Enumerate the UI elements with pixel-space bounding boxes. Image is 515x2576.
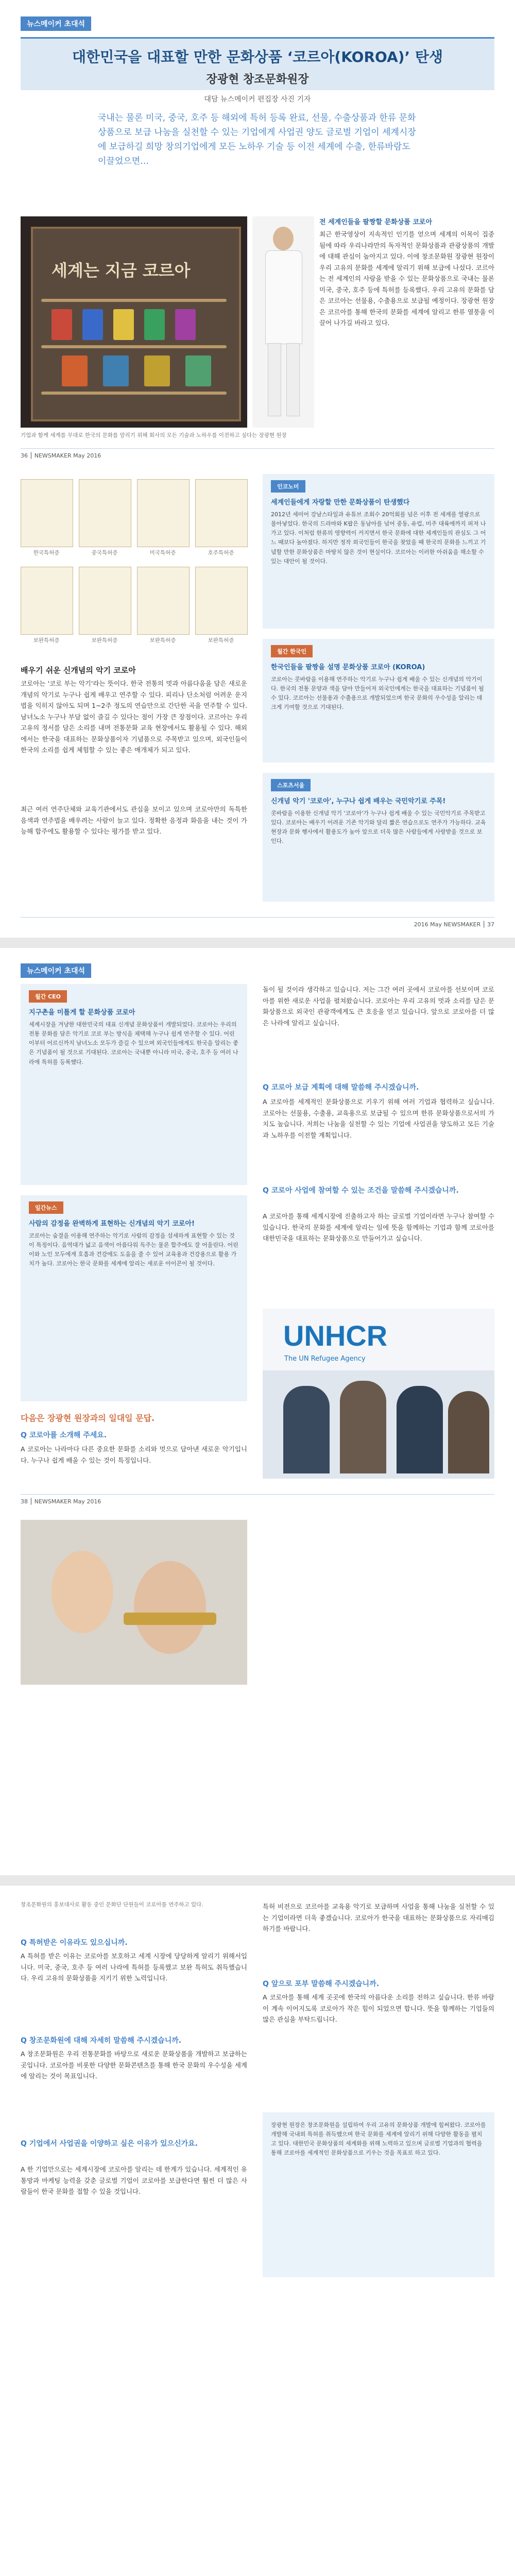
certificate xyxy=(79,479,131,547)
person-photo xyxy=(252,216,314,428)
child-face xyxy=(52,1551,113,1633)
page-footer-left: 36 ⎮ NEWSMAKER May 2016 xyxy=(21,452,101,459)
box-heading: 세계인들에게 자랑할 만한 문화상품이 탄생했다 xyxy=(271,499,410,506)
product-box xyxy=(185,355,211,386)
shelf xyxy=(41,392,227,395)
divider xyxy=(21,917,494,918)
person-silhouette xyxy=(340,1381,386,1473)
question: Q 창조문화원에 대해 자세히 말씀해 주시겠습니까. xyxy=(21,2037,182,2045)
product-box xyxy=(113,309,134,340)
question: Q 특허받은 이유라도 있으십니까. xyxy=(21,1939,128,1947)
certificate xyxy=(137,567,190,635)
press-box-4 xyxy=(21,984,247,1185)
certificate-grid xyxy=(21,479,247,649)
box-heading: 한국인들을 팔짱을 설명 문화상품 코로아 (KOROA) xyxy=(271,664,425,671)
instrument xyxy=(124,1613,216,1625)
profile-sidebar xyxy=(263,2112,494,2277)
photo-logo: 세계는 지금 코르아 xyxy=(52,261,191,280)
box-heading: 사람의 감정을 완벽하게 표현하는 신개념의 악기 코로아! xyxy=(29,1220,195,1228)
main-text: 코로아는 '코로 부는 악기'라는 뜻이다. 한국 전통의 멋과 아름다움을 담은 새로운 개념의 악기로 누구나 쉽게 배우고 연주할 수 있다. 피리나 단소처럼 어려운 운지법을 익히지 않아도 되며 1~2주 정도의 연습만으로 간단한 곡을 연주할 수 있다. 남녀노소 누구나 부담 없이 즐길 수 있다는 점이 가장 큰 장점이다. 코르아는 우리 고유의 정서를 담은 소리를 내며 전통문화 교육 현장에서도 활용될 수 있다. 해외에서는 한국을 대표하는 문화상품이자 기념품으로 주목받고 있으며, 외국인들이 한국의 소리를 쉽게 체험할 수 있는 좋은 매개체가 되고 있다. xyxy=(21,680,247,754)
answer: A 코로아를 세계적인 문화상품으로 키우기 위해 여러 기업과 협력하고 싶습니다. 코로아는 선물용, 수출용, 교육용으로 보급될 수 있으며 한류 문화상품으로서의 가치도 높습니다. 저희는 나눔을 실천할 수 있는 기업에 사업권을 양도하고 모든 기술과 노하우를 이전할 계획입니다. xyxy=(263,1098,494,1139)
product-box xyxy=(103,355,129,386)
answer: A 코로아를 통해 세계시장에 진출하고자 하는 글로벌 기업이라면 누구나 참여할 수 있습니다. 한국의 문화를 세계에 알리는 일에 뜻을 함께하는 기업과 함께 코로아를 대한민국을 대표하는 문화상품으로 만들어가고 싶습니다. xyxy=(263,1212,494,1242)
question: Q 코로아 사업에 참여할 수 있는 조건을 말씀해 주시겠습니까. xyxy=(263,1187,459,1195)
divider xyxy=(21,1494,494,1495)
divider xyxy=(21,448,494,449)
press-box-5 xyxy=(21,1195,247,1401)
answer: A 코로아는 나라마다 다른 중요한 문화를 소리와 멋으로 담아낸 새로운 악기입니다. 누구나 쉽게 배울 수 있는 것이 특징입니다. xyxy=(21,1445,247,1464)
section-tag: 뉴스메이커 초대석 xyxy=(21,963,91,978)
box-heading: 지구촌을 미톨게 할 문화상품 코로아 xyxy=(29,1009,135,1016)
page-footer-right: 2016 May NEWSMAKER ⎮ 37 xyxy=(414,921,494,928)
certificate-label: 한국특허증 xyxy=(33,550,60,556)
photo-caption: 기업과 함께 세계를 무대로 한국의 문화를 알리기 위해 회사의 모든 기술과 노하우를 이전하고 싶다는 장광현 원장 xyxy=(21,432,287,438)
photo-banner-text: UNHCR xyxy=(283,1319,388,1352)
title-bar xyxy=(21,37,494,90)
page-gap xyxy=(0,938,515,948)
page-footer-left: 38 ⎮ NEWSMAKER May 2016 xyxy=(21,1498,101,1505)
product-box xyxy=(144,309,165,340)
certificate xyxy=(21,567,73,635)
page-gap xyxy=(0,1875,515,1886)
box-text: 콧바람을 이용한 신개념 악기 '코로아'가 누구나 쉽게 배울 수 있는 국민악기로 주목받고 있다. 코로아는 배우기 어려운 기존 악기와 달리 짧은 연습으로도 연주가 가능하다. 교육 현장과 문화 행사에서 활용도가 높아 앞으로 더욱 많은 사람들에게 사랑받을 것으로 보인다. xyxy=(271,810,486,845)
person-head xyxy=(273,227,294,250)
certificate xyxy=(137,479,190,547)
display-cabinet-photo xyxy=(21,216,247,428)
press-box-3 xyxy=(263,773,494,902)
page-3 xyxy=(0,1886,515,2576)
person-silhouette xyxy=(397,1386,443,1473)
certificate-label: 중국특허증 xyxy=(91,550,118,556)
question: Q 앞으로 포부 말씀해 주시겠습니까. xyxy=(263,1980,380,1988)
product-box xyxy=(144,355,170,386)
product-box xyxy=(52,309,72,340)
main-heading: 배우기 쉬운 신개념의 악기 코로아 xyxy=(21,666,136,675)
interview-intro: 다음은 장광현 원장과의 일대일 문답. xyxy=(21,1413,155,1423)
question: Q 기업에서 사업권을 이양하고 싶은 이유가 있으신가요. xyxy=(21,2140,198,2148)
sidebar-text: 장광현 원장은 창조문화원을 설립하여 우리 고유의 문화상품 개발에 힘써왔다. 코로아를 개발해 국내외 특허를 취득했으며 한국 문화를 세계에 알리기 위해 다양한 활동을 펼치고 있다. 대한민국 문화상품의 세계화를 위해 노력하고 있으며 글로벌 기업과의 협력을 통해 코로아를 세계적인 문화상품으로 키우는 것을 목표로 하고 있다. xyxy=(271,2122,486,2157)
box-text: 코로아는 숨결을 이용해 연주하는 악기로 사람의 감정을 섬세하게 표현할 수 있는 것이 특징이다. 음역대가 넓고 음색이 아름다워 독주는 물론 합주에도 잘 어울린다. 어린이와 노인 모두에게 호흡과 건강에도 도움을 줄 수 있어 교육용과 건강용으로 활용 가치가 높다. 코로아는 한국 문화를 세계에 알리는 새로운 아이콘이 될 것이다. xyxy=(29,1232,238,1267)
page-2 xyxy=(0,948,515,1875)
certificate xyxy=(79,567,131,635)
certificate-label: 보완특허증 xyxy=(208,637,234,643)
box-tag: 월간 CEO xyxy=(29,990,67,1003)
box-text: 코로아는 콧바람을 이용해 연주하는 악기로 누구나 쉽게 배울 수 있는 신개념의 악기이다. 한국의 전통 문양과 색을 담아 만들어져 외국인에게는 한국을 대표하는 기념품이 될 수 있다. 코르아는 선물용과 수출용으로 개발되었으며 한국 문화의 우수성을 알리는 데 크게 기여할 것으로 기대된다. xyxy=(271,676,484,711)
question: Q 코로아를 소개해 주세요. xyxy=(21,1431,107,1439)
person-silhouette xyxy=(448,1391,489,1473)
shelf xyxy=(41,345,227,348)
answer: A 창조문화원은 우리 전통문화를 바탕으로 새로운 문화상품을 개발하고 보급하는 곳입니다. 코로아를 비롯한 다양한 문화콘텐츠를 통해 한국 문화의 우수성을 세계에 알리는 것이 목표입니다. xyxy=(21,2050,247,2080)
answer: A 코로아를 통해 세계 곳곳에 한국의 아름다운 소리를 전하고 싶습니다. 한류 바람이 계속 이어지도록 코로아가 작은 힘이 되었으면 합니다. 뜻을 함께하는 기업들의 많은 관심을 부탁드립니다. xyxy=(263,1993,494,2023)
section-tag: 뉴스메이커 초대석 xyxy=(21,16,91,31)
lead-quote: 국내는 물론 미국, 중국, 호주 등 해외에 특허 등록 완료, 선물, 수출상품과 한류 문화상품으로 보급 나눔을 실천할 수 있는 기업에게 사업권 양도 글로벌 기업이 세계시장에 보급하길 희망 창의기업에게 모든 노하우 기술 등 이전 세계에 수출, 한류바람도 이끌었으면… xyxy=(98,113,416,167)
certificate-label: 보완특허증 xyxy=(149,637,176,643)
product-box xyxy=(82,309,103,340)
right-text: 돌이 될 것이라 생각하고 있습니다. 저는 그간 여러 곳에서 코로아를 선보이며 코로아를 위한 새로운 사업을 펼쳐왔습니다. 코로아는 우리 고유의 멋과 소리를 담은 문화상품으로 외국인 관광객에게도 큰 호응을 얻고 있습니다. 앞으로 코로아를 더 많은 나라에 알리고 싶습니다. xyxy=(263,986,494,1027)
article-subtitle: 장광현 창조문화원장 xyxy=(206,73,309,86)
person-silhouette xyxy=(283,1386,330,1473)
certificate-label: 보완특허증 xyxy=(91,637,118,643)
box-text: 2012년 세미어 강남스타일과 유튜브 조회수 20억회를 넘은 이후 전 세계를 열광으로 몰아넣었다. 한국의 드라마와 K팝은 동남아를 넘어 중동, 유럽, 미주 대륙에까지 퍼져 나가고 있다. 이처럼 한류의 영향력이 커지면서 한국 문화에 대한 세계인들의 관심도 그 어느 때보다 높아졌다. 하지만 정작 외국인들이 한국을 찾았을 때 한국의 문화를 느끼고 기념할 만한 문화상품은 마땅치 않은 것이 현실이다. 코르아는 이러한 아쉬움을 해소할 수 있는 대안이 될 것이다. xyxy=(271,511,486,565)
box-tag: 일간뉴스 xyxy=(29,1201,63,1214)
child-face xyxy=(134,1561,206,1654)
certificate-label: 미국특허증 xyxy=(149,550,176,556)
person-leg xyxy=(268,343,281,416)
side-text: 최근 한국영상이 지속적인 인기를 얻으며 세계의 이목이 집중됨에 따라 우리나라만의 독자적인 문화상품과 관광상품의 개발에 대해 관심이 높아지고 있다. 이에 창조문화원 장광현 원장이 우리 고유의 문화를 세계에 알리기 위해 보급에 나섰다. 코르아는 전 세계인의 사랑을 받을 수 있는 문화상품으로 국내는 물론 미국, 중국, 호주 등에 특허를 등록했다. 우리 고유의 문화를 담은 코르아는 선물용, 수출용으로 보급될 예정이다. 장광현 원장은 코르아를 통해 한국의 문화를 세계에 알리고 한류 열풍을 이끌어 나가길 바라고 있다. xyxy=(319,230,494,327)
certificate xyxy=(195,567,248,635)
photo-caption: 창조문화원의 홍보대사로 활동 중인 문화단 단원들이 코로아를 연주하고 있다. xyxy=(21,1902,203,1908)
box-tag: 스포츠서울 xyxy=(271,779,311,791)
unhcr-photo xyxy=(263,1309,494,1479)
question: Q 코로아 보급 계획에 대해 말씀해 주시겠습니까. xyxy=(263,1083,419,1092)
certificate xyxy=(195,479,248,547)
answer: A 한 기업만으로는 세계시장에 코로아를 알리는 데 한계가 있습니다. 세계적인 유통망과 마케팅 능력을 갖춘 글로벌 기업이 코로아를 보급한다면 훨씬 더 많은 사람들이 한국 문화를 접할 수 있을 것입니다. xyxy=(21,2165,247,2195)
press-box-2 xyxy=(263,639,494,762)
kids-photo xyxy=(21,1520,247,1685)
box-tag: 인코노미 xyxy=(271,480,305,493)
product-box xyxy=(175,309,196,340)
answer: A 특허를 받은 이유는 코로아를 보호하고 세계 시장에 당당하게 알리기 위해서입니다. 미국, 중국, 호주 등 여러 나라에 특허를 등록했고 보완 특허도 취득했습니다. 우리 고유의 문화상품을 지키기 위한 노력입니다. xyxy=(21,1952,247,1982)
byline: 대담 뉴스메이커 편집장 사진 기자 xyxy=(204,95,311,104)
person-leg xyxy=(286,343,300,416)
shelf xyxy=(41,299,227,302)
main-text-2: 최근 여러 연주단체와 교육기관에서도 관심을 보이고 있으며 코로아만의 독특한 음색과 연주법을 배우려는 사람이 늘고 있다. 정확한 음정과 화음을 내는 것이 가능해 합주에도 활용할 수 있다는 평가를 받고 있다. xyxy=(21,805,247,835)
box-text: 세계시장을 겨냥한 대한민국의 대표 신개념 문화상품이 개발되었다. 코로아는 우리의 전통 문화를 담은 악기로 코로 부는 방식을 채택해 누구나 쉽게 연주할 수 있다. 어린이부터 어르신까지 남녀노소 모두가 즐길 수 있으며 외국인들에게도 한국을 알리는 좋은 기념품이 될 것으로 기대된다. 코로아는 국내뿐 아니라 미국, 중국, 호주 등 여러 나라에 특허를 등록했다. xyxy=(29,1021,238,1065)
product-box xyxy=(62,355,88,386)
side-heading: 전 세계인들을 팔짱할 문화상품 코로아 xyxy=(319,218,433,226)
right-text: 특허 비전으로 코르아를 교육용 악기로 보급하며 사업을 통해 나눔을 실천할 수 있는 기업이라면 더욱 좋겠습니다. 코로아가 한국을 대표하는 문화상품으로 자리매김하기를 바랍니다. xyxy=(263,1903,494,1933)
certificate-label: 보완특허증 xyxy=(33,637,60,643)
page-1 xyxy=(0,0,515,938)
article-title: 대한민국을 대표할 만한 문화상품 ‘코르아(KOROA)’ 탄생 xyxy=(72,48,443,65)
certificate xyxy=(21,479,73,547)
box-heading: 신개념 악기 '코로아', 누구나 쉽게 배우는 국민악기로 주목! xyxy=(271,798,446,805)
person-body xyxy=(265,250,302,344)
press-box-1 xyxy=(263,474,494,629)
photo-banner-sub: The UN Refugee Agency xyxy=(284,1355,366,1363)
box-tag: 월간 한국인 xyxy=(271,645,313,657)
certificate-label: 호주특허증 xyxy=(208,550,234,556)
